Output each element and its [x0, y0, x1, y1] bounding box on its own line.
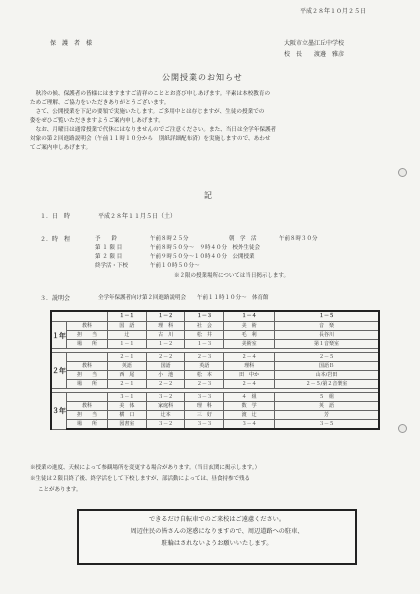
- table-cell: ３－３: [185, 420, 224, 430]
- row-label: [67, 393, 108, 402]
- column-header: ２－４: [224, 353, 275, 362]
- grade-label: １年: [51, 322, 67, 349]
- parking-notice-box: [77, 509, 357, 565]
- schedule-time: 午前８時３０分: [279, 236, 318, 242]
- row-label: 教科: [67, 322, 108, 331]
- column-header: ４ 組: [224, 393, 275, 402]
- table-cell: 国語: [146, 362, 185, 371]
- table-cell: 社 会: [185, 322, 224, 331]
- table-row: [51, 362, 379, 371]
- table-cell: 美 体: [108, 402, 147, 411]
- table-cell: ３－４: [224, 420, 275, 430]
- body-line: てご案内申しあげます。: [30, 145, 92, 151]
- table-cell: 理科: [224, 362, 275, 371]
- schedule-time: 午前８時５０分～ ９時４０分 校外生徒会: [150, 245, 261, 251]
- row-label: [67, 353, 108, 362]
- body-line: 対象の第２回進路説明会（午前１１時１０分から 別紙詳細配布済）を実施しますので、あわせ: [30, 136, 271, 142]
- date-value: 平成２８年１１月５日（土）: [98, 213, 177, 220]
- notice-line: 周辺住民の皆さんの迷惑になりますので、周辺道路への駐車、: [130, 528, 304, 535]
- table-cell: 芳: [275, 411, 379, 420]
- time-label: ２．時 程: [40, 236, 71, 243]
- column-header: ２－２: [146, 353, 185, 362]
- body-line: なお、月曜日は通常授業で代休にはなりませんのでご注意ください。また、当日は全学年保護者: [30, 127, 277, 133]
- footnote: ※授業の進度、天候によって参観場所を変更する場合があります。（当日玄関に掲示します。）: [30, 465, 261, 471]
- punch-hole: [398, 424, 407, 433]
- column-header: １－５: [275, 311, 379, 322]
- date-label: １．日 時: [40, 213, 71, 220]
- table-row: [51, 420, 379, 430]
- table-row: [51, 371, 379, 380]
- schedule-time: 午前９時５０分～１０時４０分 公開授業: [150, 254, 255, 260]
- principal-name: 校 長 渡邊 雅彦: [284, 51, 345, 58]
- body-line: さて、公開授業を下記の要領で実施いたします。ご多用中とは存じますが、生徒の授業での: [30, 109, 265, 115]
- row-label: 教科: [67, 362, 108, 371]
- table-cell: 山本/岩田: [275, 371, 379, 380]
- column-header: ２－３: [185, 353, 224, 362]
- table-cell: 古 川: [146, 331, 185, 340]
- grade-label: ３年: [51, 393, 67, 430]
- table-cell: 図書室: [108, 420, 147, 430]
- notice-line: 駐輪はされないようお願いいたします。: [161, 540, 273, 547]
- column-header: １－１: [108, 311, 147, 322]
- column-header: ３－３: [185, 393, 224, 402]
- table-header-row: [51, 353, 379, 362]
- table-cell: 西 尾: [108, 371, 147, 380]
- table-cell: 松 井: [185, 331, 224, 340]
- column-header: ３－２: [146, 393, 185, 402]
- schedule-item: 朝 学 活: [229, 236, 257, 242]
- table-cell: １－１: [108, 340, 147, 349]
- table-cell: 国 語: [108, 322, 147, 331]
- footnote: ことがあります。: [38, 487, 82, 493]
- period2-note: ※２限の授業場所については当日掲示します。: [174, 273, 289, 279]
- meeting-label: ３．説明会: [40, 295, 71, 302]
- column-header: ２－５: [275, 353, 379, 362]
- table-cell: 小 池: [146, 371, 185, 380]
- body-line: ためご理解、ご協力をいただきありがとうございます。: [30, 100, 170, 106]
- table-cell: 松 本: [185, 371, 224, 380]
- column-header: １－３: [185, 311, 224, 322]
- table-cell: 横 口: [108, 411, 147, 420]
- body-line: 秋冷の候、保護者の皆様にはますますご清祥のこととお喜び申しあげます。平素は本校教育の: [30, 91, 271, 97]
- table-cell: 音 楽: [275, 322, 379, 331]
- document-title: 公開授業のお知らせ: [162, 73, 243, 82]
- body-line: 姿をぜひご覧いただきますようご案内申しあげます。: [30, 118, 164, 124]
- table-row: [51, 322, 379, 331]
- table-cell: 長谷川: [275, 331, 379, 340]
- row-label: 場 所: [67, 420, 108, 430]
- table-cell: 毛 利: [224, 331, 275, 340]
- row-label: 担 当: [67, 411, 108, 420]
- table-cell: ２－４: [224, 380, 275, 389]
- table-row: [51, 380, 379, 389]
- schedule-item: 第 ２ 限 目: [95, 254, 123, 260]
- table-header-row: [51, 311, 379, 322]
- issue-date: 平成２８年１０月２５日: [300, 8, 367, 15]
- table-cell: ３－５: [275, 420, 379, 430]
- table-cell: 国語Ｂ: [275, 362, 379, 371]
- schedule-time: 午前８時２５分: [150, 236, 189, 242]
- schedule-time: 午前１０時５０分～: [150, 263, 200, 269]
- table-cell: １－２: [146, 340, 185, 349]
- table-cell: 田 中か: [224, 371, 275, 380]
- column-header: ３－１: [108, 393, 147, 402]
- column-header: １－４: [224, 311, 275, 322]
- table-cell: 第１音楽室: [275, 340, 379, 349]
- table-cell: ２－３: [185, 380, 224, 389]
- footnote: ※生徒は２限目終了後、終学活をして下校しますが、部活動によっては、昼食持参で残る: [30, 476, 251, 482]
- row-label: 場 所: [67, 380, 108, 389]
- class-schedule-table: [50, 310, 380, 430]
- table-cell: ２－１: [108, 380, 147, 389]
- table-cell: 辻本: [146, 411, 185, 420]
- table-cell: 理 科: [146, 322, 185, 331]
- table-cell: 数 学: [224, 402, 275, 411]
- table-cell: ３－２: [146, 420, 185, 430]
- table-cell: 美 術: [224, 322, 275, 331]
- table-cell: ２－２: [146, 380, 185, 389]
- table-cell: １－３: [185, 340, 224, 349]
- table-cell: 英語: [108, 362, 147, 371]
- column-header: ２－１: [108, 353, 147, 362]
- table-cell: 三 好: [185, 411, 224, 420]
- column-header: ５ 組: [275, 393, 379, 402]
- table-cell: 辻: [108, 331, 147, 340]
- table-row: [51, 411, 379, 420]
- addressee: 保 護 者 様: [50, 40, 93, 47]
- table-cell: 家庭科: [146, 402, 185, 411]
- table-cell: 美術室: [224, 340, 275, 349]
- table-cell: 理 科: [185, 402, 224, 411]
- column-header: １－２: [146, 311, 185, 322]
- row-label: 場 所: [67, 340, 108, 349]
- table-cell: ２－５/第２音楽室: [275, 380, 379, 389]
- meeting-value: 全学年保護者向け第２回進路説明会 午前１１時１０分～ 体育館: [98, 295, 269, 301]
- notice-line: できるだけ自転車でのご来校はご遠慮ください。: [148, 516, 286, 523]
- table-corner: [51, 311, 108, 322]
- row-label: 担 当: [67, 331, 108, 340]
- table-header-row: [51, 393, 379, 402]
- row-label: 教科: [67, 402, 108, 411]
- grade-label: ２年: [51, 353, 67, 389]
- schedule-item: 予 鈴: [95, 236, 118, 242]
- row-label: 担 当: [67, 371, 108, 380]
- schedule-item: 終学活・下校: [95, 263, 129, 269]
- body-text: [30, 90, 390, 153]
- table-row: [51, 402, 379, 411]
- schedule-item: 第 １ 限 目: [95, 245, 123, 251]
- table-cell: 渡 辻: [224, 411, 275, 420]
- table-row: [51, 331, 379, 340]
- school-name: 大阪市立墨江丘中学校: [284, 40, 345, 47]
- table-cell: 英語: [185, 362, 224, 371]
- ki-heading: 記: [204, 191, 212, 200]
- table-cell: 英 語: [275, 402, 379, 411]
- table-row: [51, 340, 379, 349]
- punch-hole: [398, 168, 407, 177]
